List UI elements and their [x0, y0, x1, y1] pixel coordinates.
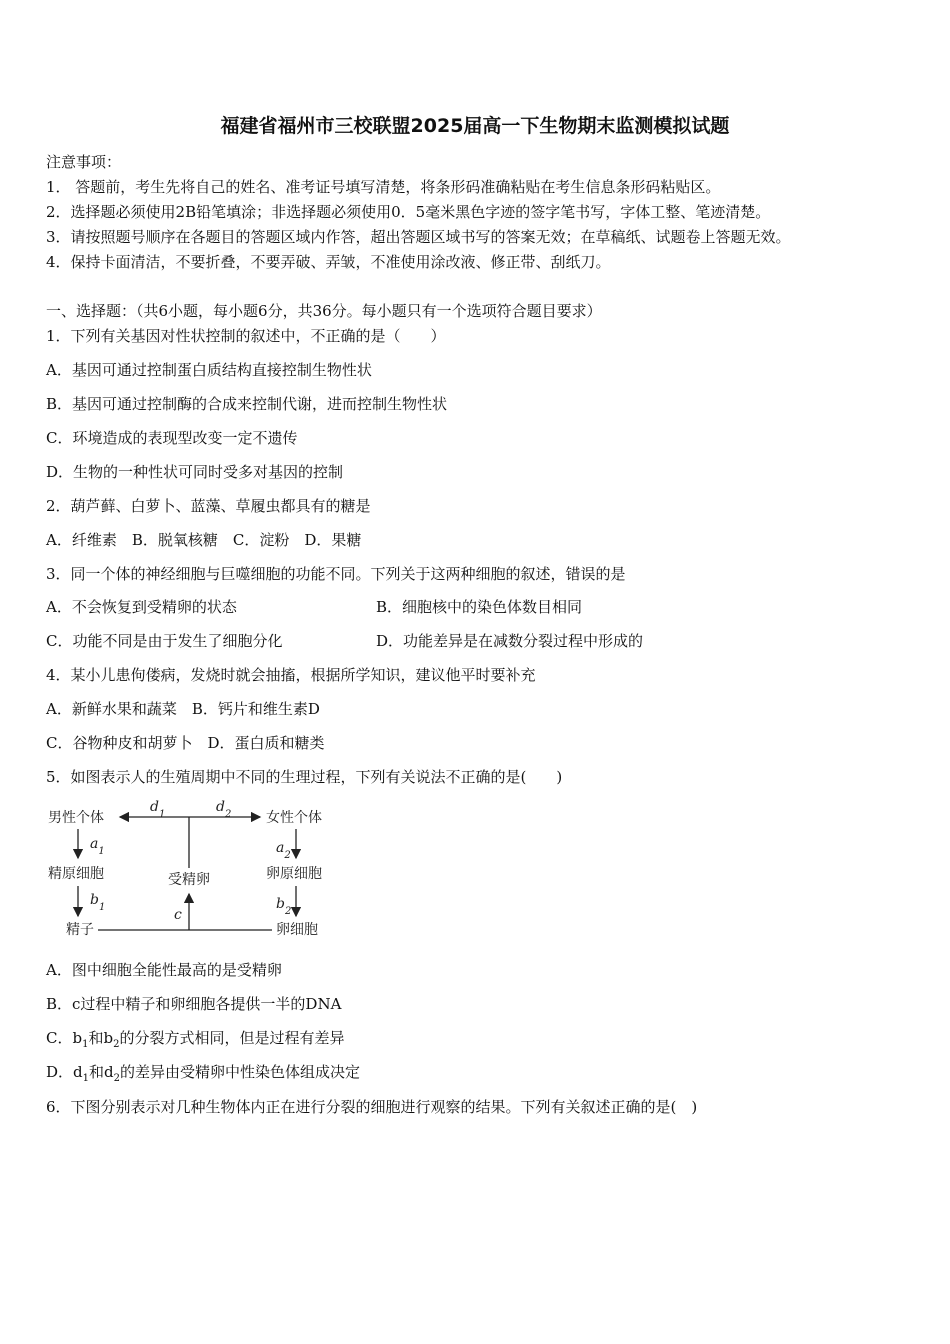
notice-item: 1． 答题前，考生先将自己的姓名、准考证号填写清楚，将条形码准确粘贴在考生信息条形码粘贴区。 [46, 178, 721, 196]
diagram-zygote-label: 受精卵 [168, 872, 210, 888]
notice-item: 4．保持卡面清洁，不要折叠，不要弄破、弄皱，不准使用涂改液、修正带、刮纸刀。 [46, 253, 611, 271]
question-3-stem: 3．同一个体的神经细胞与巨噬细胞的功能不同。下列关于这两种细胞的叙述，错误的是 [46, 565, 626, 583]
label-a1: $a_1$ [90, 836, 105, 857]
label-b1: $b_1$ [90, 892, 106, 913]
question-3-option-b: B．细胞核中的染色体数目相同 [376, 598, 583, 616]
question-6-stem: 6．下图分别表示对几种生物体内正在进行分裂的细胞进行观察的结果。下列有关叙述正确的是( ) [46, 1098, 698, 1116]
question-4-stem: 4．某小儿患佝偻病，发烧时就会抽搐，根据所学知识，建议他平时要补充 [46, 666, 536, 684]
diagram-sperm-label: 精子 [66, 922, 94, 938]
question-4-options-ab: A．新鲜水果和蔬菜 B．钙片和维生素D [46, 700, 320, 718]
label-a2: $a_2$ [276, 840, 291, 861]
notice-item: 2．选择题必须使用2B铅笔填涂；非选择题必须使用0．5毫米黑色字迹的签字笔书写，字体工整、笔迹清楚。 [46, 203, 771, 221]
question-1-stem: 1．下列有关基因对性状控制的叙述中，不正确的是（ ） [46, 327, 446, 345]
diagram-egg-label: 卵细胞 [276, 922, 318, 938]
question-1-option-b: B．基因可通过控制酶的合成来控制代谢，进而控制生物性状 [46, 395, 448, 413]
question-5-option-d: D．$d_1$和$d_2$的差异由受精卵中性染色体组成决定 [46, 1063, 361, 1084]
question-5-option-a: A．图中细胞全能性最高的是受精卵 [46, 961, 282, 979]
notice-item: 3．请按照题号顺序在各题目的答题区域内作答，超出答题区域书写的答案无效；在草稿纸、试题卷上答题无效。 [46, 228, 791, 246]
question-1-option-d: D．生物的一种性状可同时受多对基因的控制 [46, 463, 344, 481]
question-3-option-c: C．功能不同是由于发生了细胞分化 [46, 632, 283, 650]
page-title: 福建省福州市三校联盟2025届高一下生物期末监测模拟试题 [220, 115, 730, 137]
diagram-spermatogonia-label: 精原细胞 [48, 866, 104, 882]
label-b2: $b_2$ [276, 896, 292, 917]
question-4-options-cd: C．谷物种皮和胡萝卜 D．蛋白质和糖类 [46, 734, 325, 752]
question-5-stem: 5．如图表示人的生殖周期中不同的生理过程，下列有关说法不正确的是( ) [46, 768, 563, 786]
label-d1: $d_1$ [150, 799, 166, 820]
label-d2: $d_2$ [216, 799, 232, 820]
question-3-option-a: A．不会恢复到受精卵的状态 [46, 598, 237, 616]
section-heading: 一、选择题：（共6小题，每小题6分，共36分。每小题只有一个选项符合题目要求） [46, 302, 602, 320]
question-5-option-b: B．c过程中精子和卵细胞各提供一半的DNA [46, 995, 342, 1013]
question-2-stem: 2．葫芦藓、白萝卜、蓝藻、草履虫都具有的糖是 [46, 497, 371, 515]
question-5-option-c: C．$b_1$和$b_2$的分裂方式相同，但是过程有差异 [46, 1029, 345, 1050]
question-1-option-a: A．基因可通过控制蛋白质结构直接控制生物性状 [46, 361, 372, 379]
notice-heading: 注意事项： [46, 153, 122, 171]
diagram-male-label: 男性个体 [48, 810, 104, 826]
question-2-options: A．纤维素 B．脱氧核糖 C．淀粉 D．果糖 [46, 531, 362, 549]
diagram-oogonia-label: 卵原细胞 [266, 866, 322, 882]
diagram-female-label: 女性个体 [266, 810, 322, 826]
label-c: c [174, 907, 182, 923]
reproduction-cycle-diagram [44, 796, 344, 946]
question-1-option-c: C．环境造成的表现型改变一定不遗传 [46, 429, 298, 447]
question-3-option-d: D．功能差异是在减数分裂过程中形成的 [376, 632, 644, 650]
